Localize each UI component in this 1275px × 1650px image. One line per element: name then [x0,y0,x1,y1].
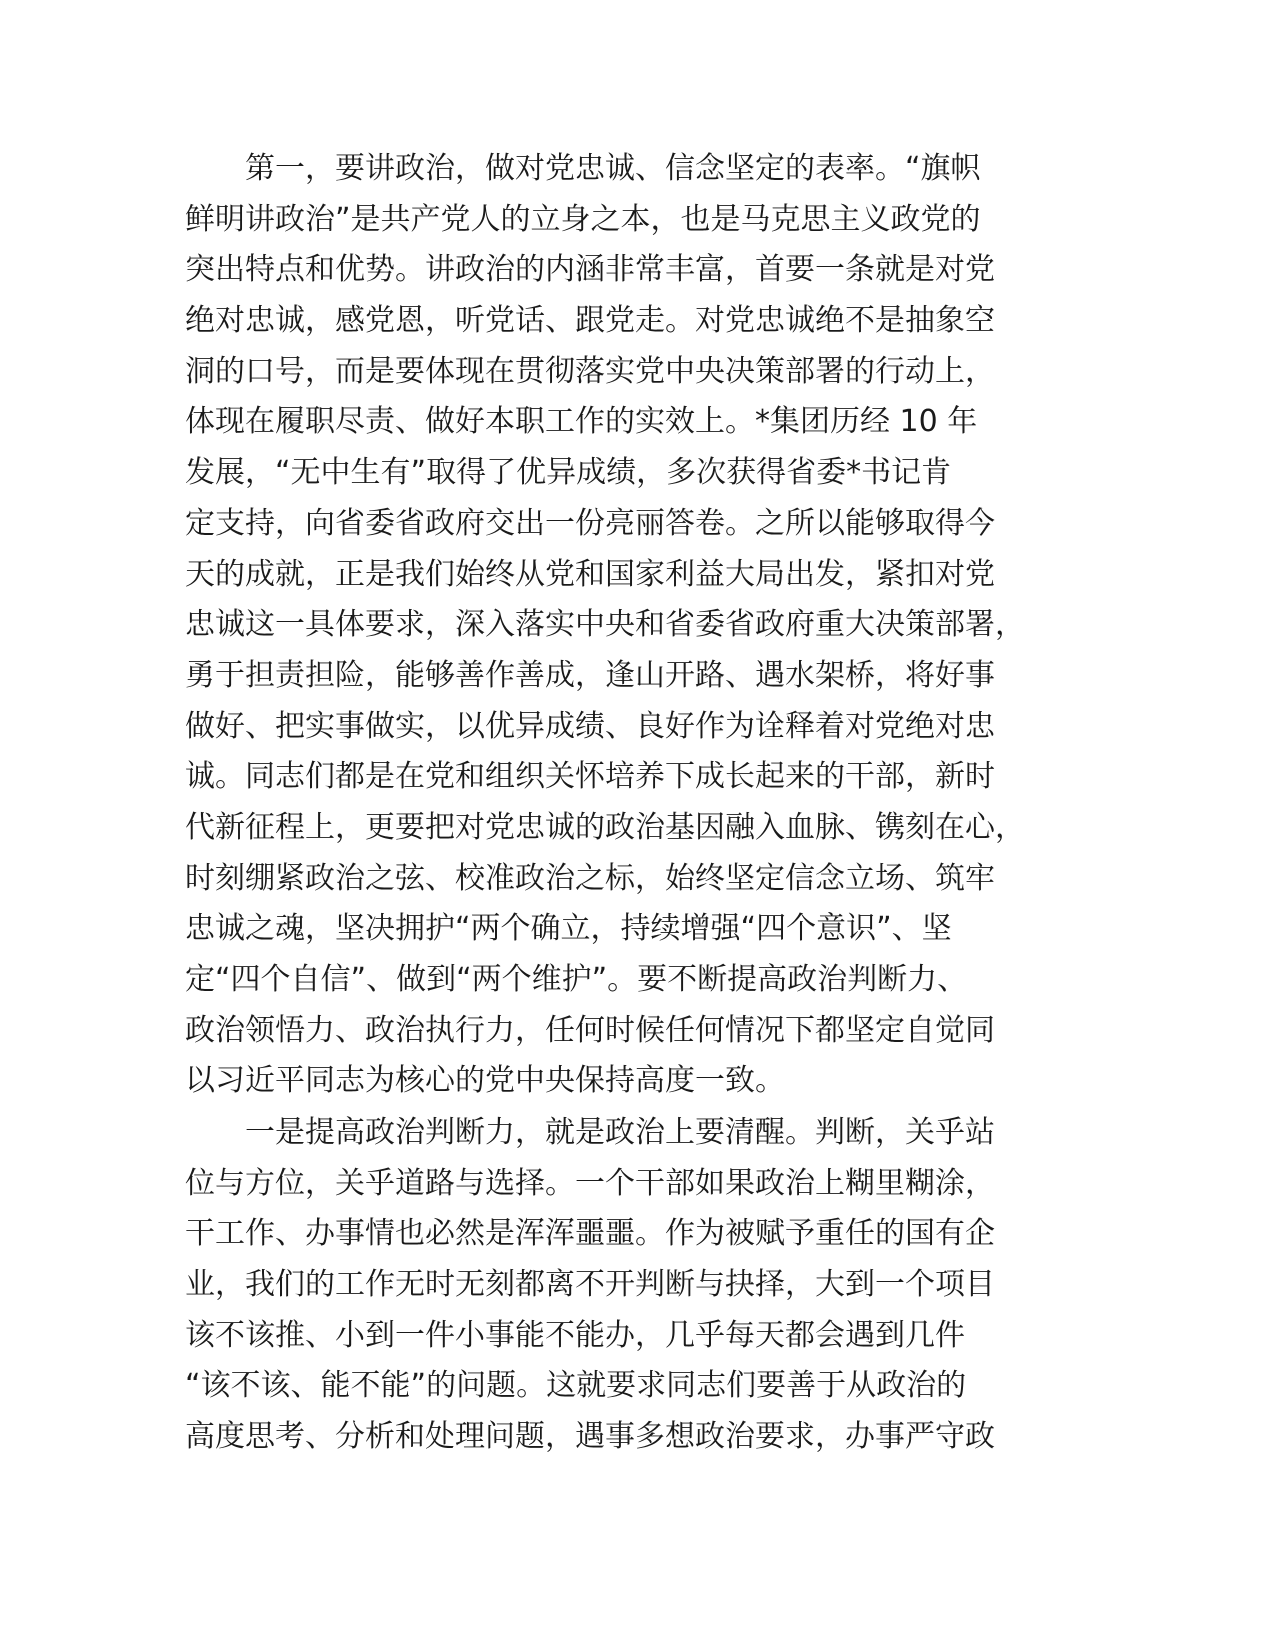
paragraph-line: 做好、把实事做实，以优异成绩、良好作为诠释着对党绝对忠 [185,708,995,744]
paragraph-line: 天的成就，正是我们始终从党和国家利益大局出发，紧扣对党 [185,556,995,592]
paragraph-line: 一是提高政治判断力，就是政治上要清醒。判断，关乎站 [185,1115,995,1150]
paragraph-line: 体现在履职尽责、做好本职工作的实效上。*集团历经 10 年 [185,404,978,440]
paragraph-line: 该不该推、小到一件小事能不能办，几乎每天都会遇到几件 [185,1317,965,1353]
paragraph-line: 高度思考、分析和处理问题，遇事多想政治要求，办事严守政 [185,1419,995,1455]
paragraph-line: 业，我们的工作无时无刻都离不开判断与抉择，大到一个项目 [185,1267,995,1303]
paragraph-line: 勇于担责担险，能够善作善成，逢山开路、遇水架桥，将好事 [185,657,995,693]
paragraph-line: 发展，“无中生有”取得了优异成绩，多次获得省委*书记肯 [185,455,952,491]
paragraph-line: 以习近平同志为核心的党中央保持高度一致。 [185,1063,785,1099]
paragraph-2 [185,1108,1110,1463]
paragraph-1 [185,144,1110,1107]
paragraph-line: 忠诚之魂，坚决拥护“两个确立，持续增强“四个意识”、坚 [185,911,952,947]
paragraph-line: 政治领悟力、政治执行力，任何时候任何情况下都坚定自觉同 [185,1012,995,1048]
paragraph-line: 绝对忠诚，感党恩，听党话、跟党走。对党忠诚绝不是抽象空 [185,303,995,339]
paragraph-line: 定“四个自信”、做到“两个维护”。要不断提高政治判断力、 [185,962,968,997]
paragraph-line: 突出特点和优势。讲政治的内涵非常丰富，首要一条就是对党 [185,252,995,288]
paragraph-line: “该不该、能不能”的问题。这就要求同志们要善于从政治的 [185,1368,967,1404]
paragraph-line: 代新征程上，更要把对党忠诚的政治基因融入血脉、镌刻在心， [185,809,1025,845]
paragraph-line: 鲜明讲政治”是共产党人的立身之本，也是马克思主义政党的 [185,201,981,237]
paragraph-line: 诚。同志们都是在党和组织关怀培养下成长起来的干部，新时 [185,759,995,795]
paragraph-line: 定支持，向省委省政府交出一份亮丽答卷。之所以能够取得今 [185,505,995,541]
paragraph-line: 忠诚这一具体要求，深入落实中央和省委省政府重大决策部署， [185,607,1025,643]
paragraph-line: 洞的口号，而是要体现在贯彻落实党中央决策部署的行动上， [185,353,995,389]
paragraph-line: 第一，要讲政治，做对党忠诚、信念坚定的表率。“旗帜 [185,151,981,186]
paragraph-line: 干工作、办事情也必然是浑浑噩噩。作为被赋予重任的国有企 [185,1216,995,1252]
paragraph-line: 时刻绷紧政治之弦、校准政治之标，始终坚定信念立场、筑牢 [185,860,995,896]
paragraph-line: 位与方位，关乎道路与选择。一个干部如果政治上糊里糊涂， [185,1165,995,1201]
